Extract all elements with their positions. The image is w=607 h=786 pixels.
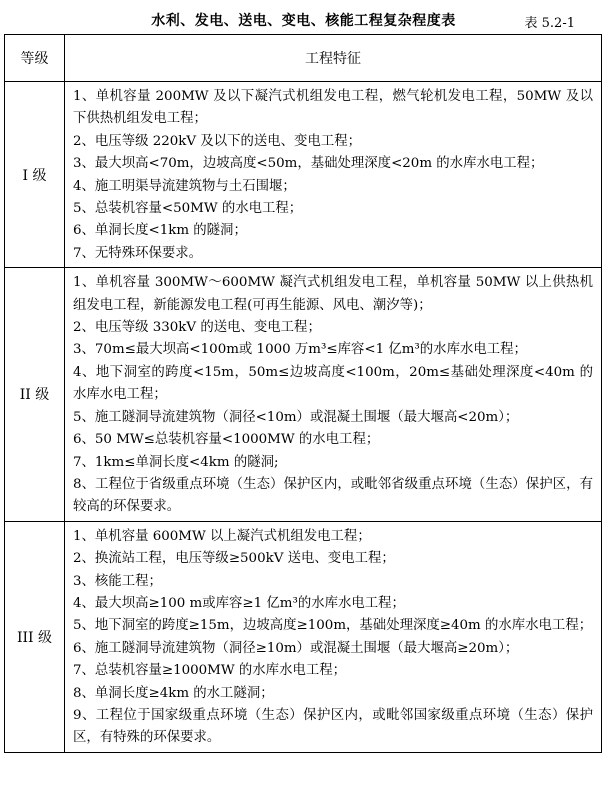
level-cell: I 级 (5, 82, 65, 268)
feature-item: 2、换流站工程，电压等级≥500kV 送电、变电工程； (73, 551, 395, 567)
level-cell: III 级 (5, 521, 65, 752)
level-cell: II 级 (5, 268, 65, 521)
feature-item: 8、单洞长度≥4km 的水工隧洞； (73, 685, 274, 701)
feature-item: 2、电压等级 330kV 的送电、变电工程； (73, 320, 321, 336)
header-feature: 工程特征 (65, 35, 602, 82)
feature-item: 6、施工隧洞导流建筑物（洞径≥10m）或混凝土围堰（最大堰高≥20m）； (73, 640, 519, 656)
feature-item: 2、电压等级 220kV 及以下的送电、变电工程； (73, 133, 362, 149)
feature-item: 4、地下洞室的跨度<15m，50m≤边坡高度<100m，20m≤基础处理深度<40m 的水库水电工程； (73, 364, 593, 403)
table-row (5, 82, 602, 268)
feature-item: 3、核能工程； (73, 573, 162, 589)
feature-item: 1、单机容量 300MW～600MW 凝汽式机组发电工程，单机容量 50MW 以上供热机组发电工程，新能源发电工程(可再生能源、风电、潮汐等)； (73, 275, 593, 313)
feature-item: 4、最大坝高≥100 m或库容≥1 亿m³的水库水电工程； (73, 595, 405, 611)
feature-item: 5、总装机容量<50MW 的水电工程； (73, 201, 303, 217)
header-row (5, 35, 602, 82)
feature-item: 8、工程位于省级重点环境（生态）保护区内，或毗邻省级重点环境（生态）保护区，有较高的环保要求。 (73, 476, 593, 515)
feature-item: 7、无特殊环保要求。 (73, 245, 203, 261)
feature-item: 5、地下洞室的跨度≥15m，边坡高度≥100m，基础处理深度≥40m 的水库水电工程； (73, 618, 593, 634)
complexity-table (4, 34, 602, 753)
table-row (5, 268, 602, 521)
feature-item: 7、1km≤单洞长度<4km 的隧洞; (73, 454, 279, 470)
table-row (5, 521, 602, 752)
feature-item: 1、单机容量 200MW 及以下凝汽式机组发电工程，燃气轮机发电工程，50MW 及以下供热机组发电工程； (73, 89, 593, 127)
feature-item: 6、单洞长度<1km 的隧洞； (73, 223, 247, 239)
table-number: 表 5.2-1 (524, 16, 575, 31)
feature-item: 7、总装机容量≥1000MW 的水库水电工程； (73, 663, 347, 679)
feature-item: 9、工程位于国家级重点环境（生态）保护区内，或毗邻国家级重点环境（生态）保护区，有特殊的环保要求。 (73, 707, 593, 746)
feature-cell (65, 268, 602, 521)
feature-item: 1、单机容量 600MW 以上凝汽式机组发电工程； (73, 528, 371, 544)
feature-item: 4、施工明渠导流建筑物与土石围堰； (73, 178, 296, 194)
table-title: 水利、发电、送电、变电、核能工程复杂程度表 (151, 13, 456, 29)
feature-cell (65, 82, 602, 268)
feature-item: 3、最大坝高<70m，边坡高度<50m，基础处理深度<20m 的水库水电工程； (73, 156, 544, 172)
title-row (0, 8, 607, 32)
feature-cell (65, 521, 602, 752)
header-level: 等级 (5, 35, 65, 82)
feature-item: 6、50 MW≤总装机容量<1000MW 的水电工程； (73, 432, 380, 448)
feature-item: 5、施工隧洞导流建筑物（洞径<10m）或混凝土围堰（最大堰高<20m）； (73, 409, 519, 425)
feature-item: 3、70m≤最大坝高<100m或 1000 万m³≤库容<1 亿m³的水库水电工程； (73, 342, 527, 358)
